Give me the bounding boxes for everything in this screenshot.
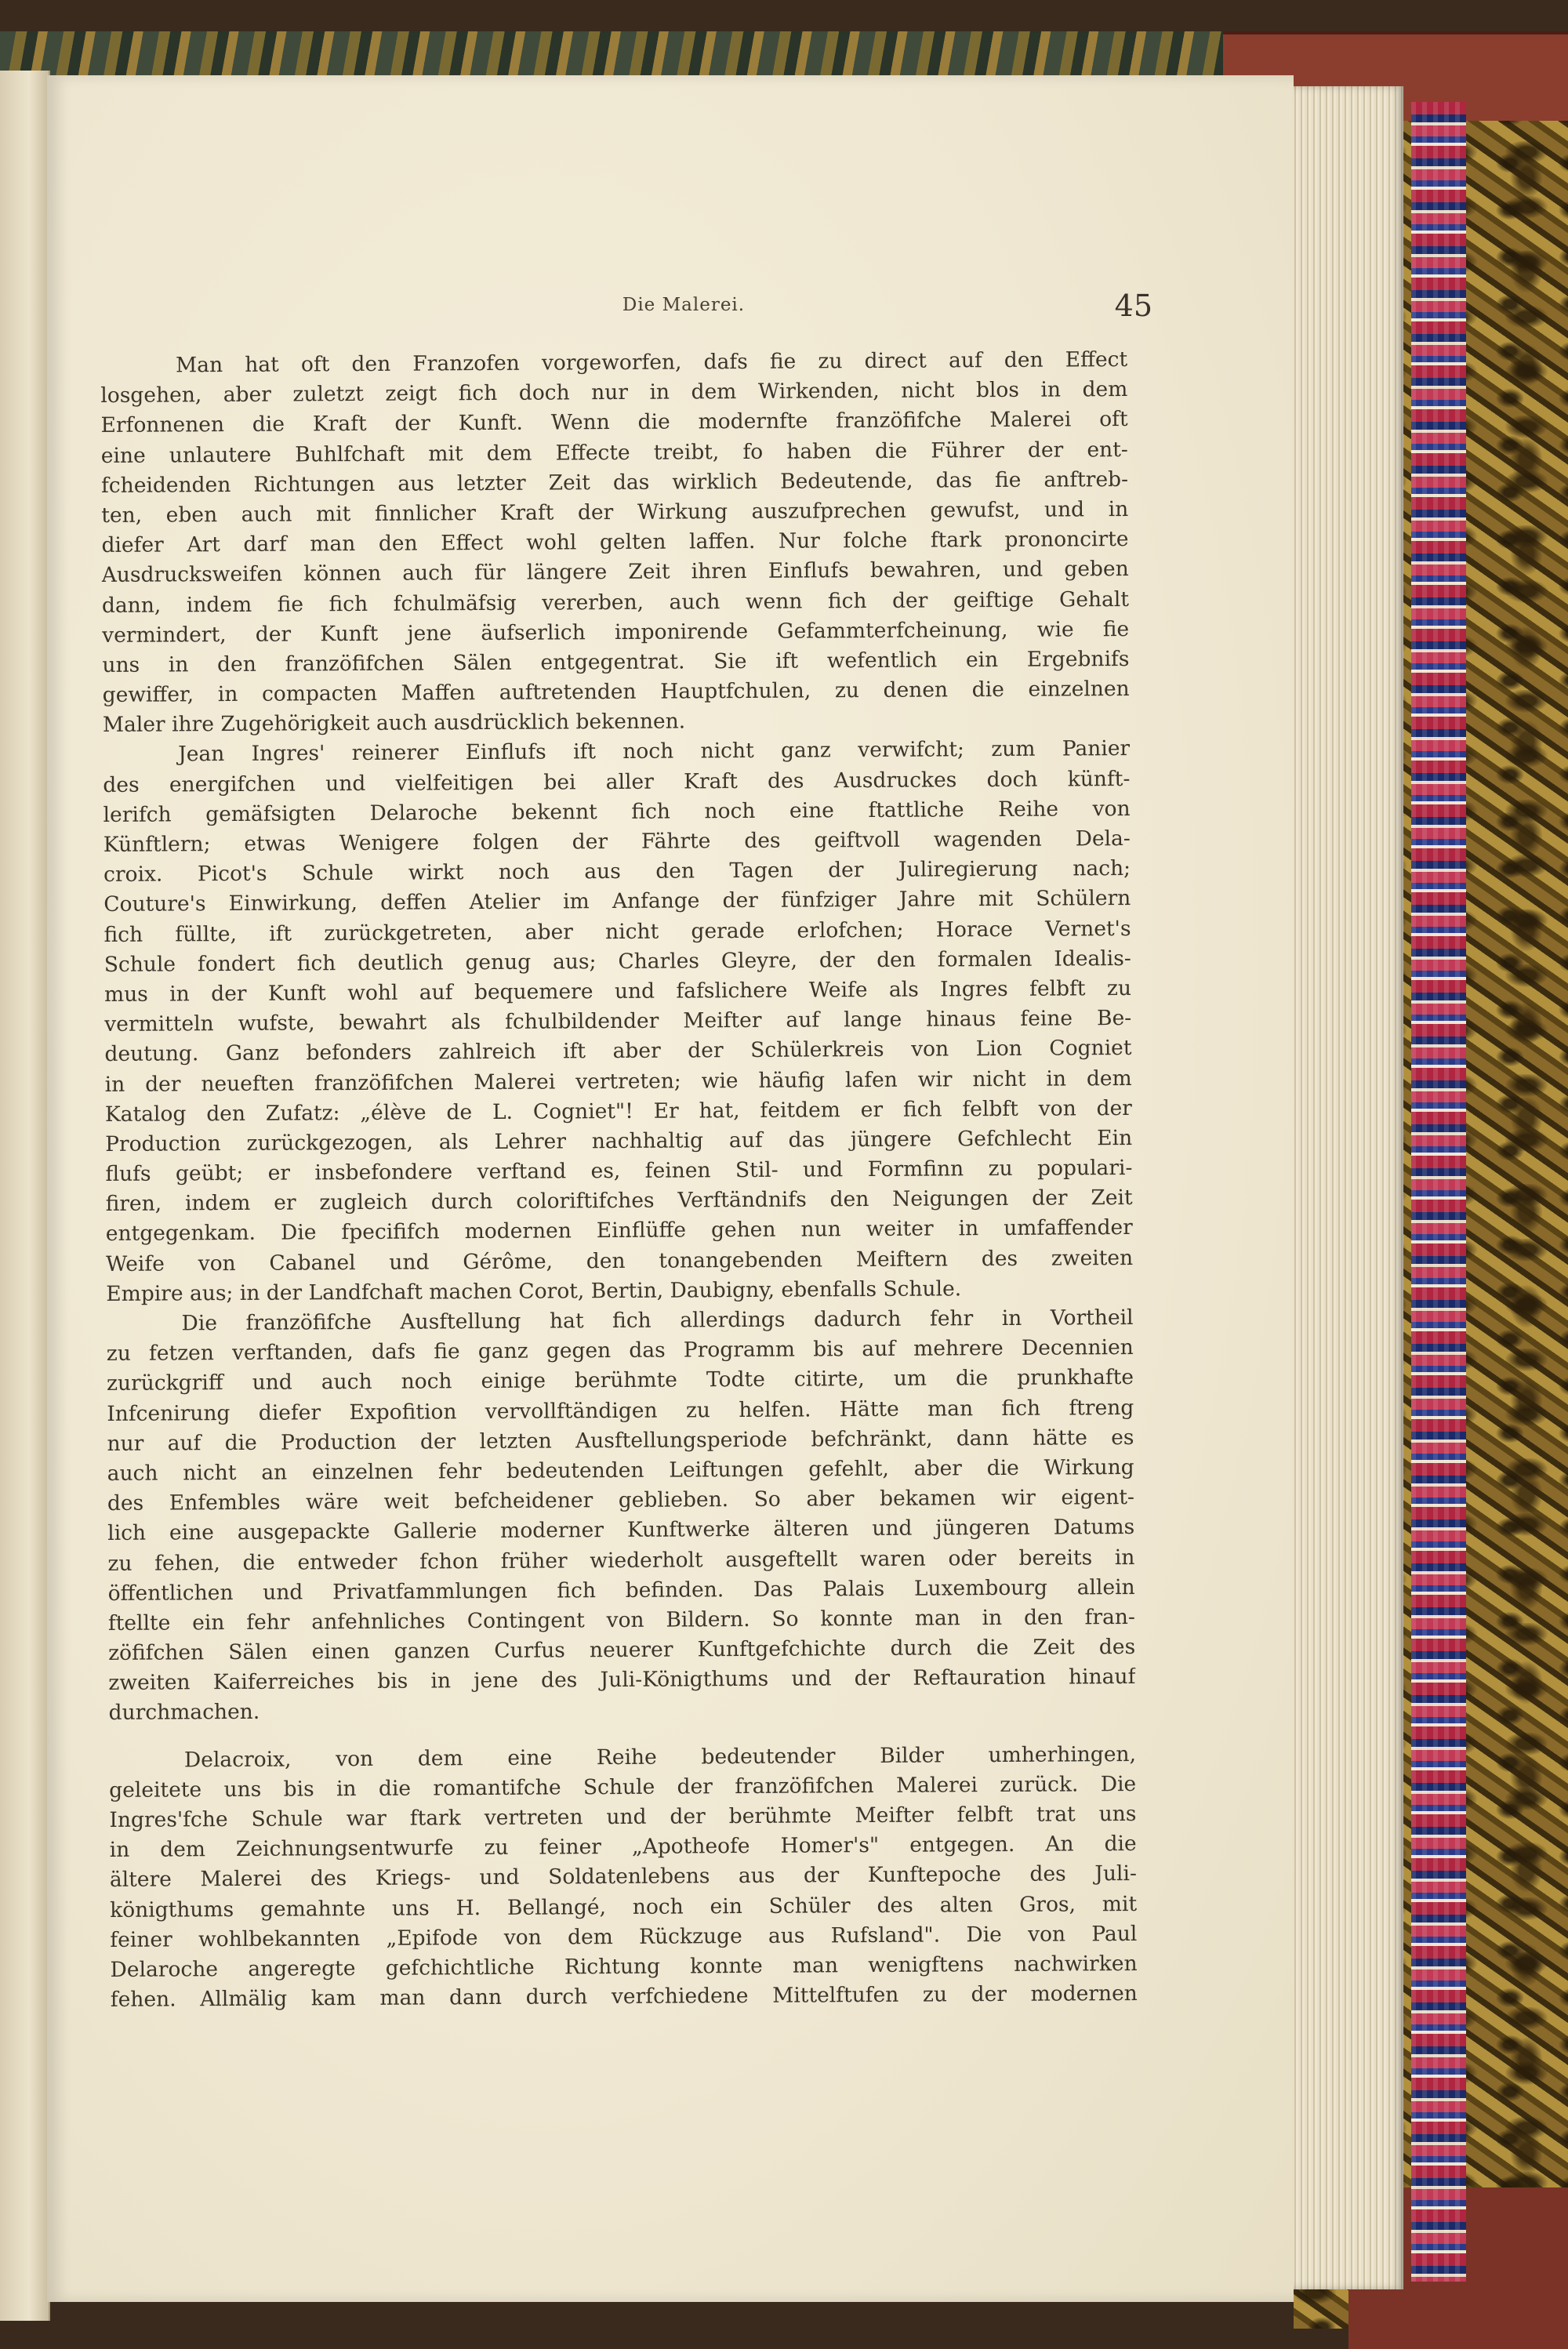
text-line: öffentlichen und Privatfammlungen fich befinden. Das Palais Luxembourg allein <box>107 1574 1135 1606</box>
text-line: Delaroche angeregte gefchichtliche Richtung konnte man wenigftens nachwirken <box>110 1951 1138 1982</box>
text-line: deutung. Ganz befonders zahlreich ift aber der Schülerkreis von Lion Cogniet <box>104 1036 1132 1067</box>
text-line: ftellte ein fehr anfehnliches Contingent von Bildern. So konnte man in den fran- <box>107 1604 1135 1636</box>
text-line: Schule fondert fich deutlich genug aus; Charles Gleyre, der den formalen Idealis- <box>103 946 1131 977</box>
text-line: croix. Picot's Schule wirkt noch aus den Tagen der Juliregierung nach; <box>103 856 1131 888</box>
text-line: eine unlautere Buhlfchaft mit dem Effecte treibt, fo haben die Führer der ent- <box>100 437 1128 468</box>
text-line: zurückgriff und auch noch einige berühmte Todte citirte, um die prunkhafte <box>106 1365 1134 1396</box>
text-line: Weife von Cabanel und Gérôme, den tonangebenden Meiftern des zweiten <box>106 1245 1134 1276</box>
text-line: fich füllte, ift zurückgetreten, aber nicht gerade erlofchen; Horace Vernet's <box>103 916 1131 947</box>
text-line: nur auf die Production der letzten Ausftellungsperiode befchränkt, dann hätte es <box>107 1425 1134 1456</box>
book-cover-top-strip <box>0 31 1333 78</box>
text-line: Couture's Einwirkung, deffen Atelier im Anfange der fünfziger Jahre mit Schülern <box>103 886 1131 917</box>
text-line: fehen. Allmälig kam man dann durch verfchiedene Mittelftufen zu der modernen <box>110 1981 1138 2013</box>
book-page <box>47 75 1294 2302</box>
text-line: Production zurückgezogen, als Lehrer nachhaltig auf das jüngere Gefchlecht Ein <box>105 1125 1133 1156</box>
text-line: zu fetzen verftanden, dafs fie ganz gegen das Programm bis auf mehrere Decennien <box>106 1335 1134 1367</box>
text-line: dann, indem fie fich fchulmäfsig vererben, auch wenn fich der geiftige Gehalt <box>101 586 1130 618</box>
text-line: zweiten Kaiferreiches bis in jene des Juli-Königthums und der Reftauration hinauf <box>108 1665 1136 1696</box>
body-text <box>100 345 1138 2015</box>
text-line: Künftlern; etwas Wenigere folgen der Fährte des geiftvoll wagenden Dela- <box>103 826 1131 857</box>
page-edges <box>1286 86 1403 2289</box>
text-line: Delacroix, von dem eine Reihe bedeutender Bilder umherhingen, <box>183 1741 1137 1773</box>
text-line: flufs geübt; er insbefondere verftand es, feinen Stil- und Formfinn zu populari- <box>105 1156 1133 1187</box>
text-line: lich eine ausgepackte Gallerie moderner Kunftwerke älteren und jüngeren Datums <box>107 1515 1135 1546</box>
text-line: des Enfembles wäre weit befcheidener geblieben. So aber bekamen wir eigent- <box>107 1485 1135 1516</box>
text-line: Infcenirung diefer Expofition vervollftändigen zu helfen. Hätte man fich ftreng <box>107 1395 1134 1426</box>
text-line: fcheidenden Richtungen aus letzter Zeit das wirklich Bedeutende, das fie anftreb- <box>100 467 1129 498</box>
text-line: zu fehen, die entweder fchon früher wiederholt ausgeftellt waren oder bereits in <box>107 1545 1135 1576</box>
text-line: Empire aus; in der Landfchaft machen Corot, Bertin, Daubigny, ebenfalls Schule. <box>106 1276 962 1306</box>
text-line: Erfonnenen die Kraft der Kunft. Wenn die modernfte franzöfifche Malerei oft <box>100 407 1128 438</box>
text-line: vermitteln wufste, bewahrt als fchulbildender Meifter auf lange hinaus feine Be- <box>104 1006 1132 1037</box>
text-line: auch nicht an einzelnen fehr bedeutenden Leiftungen gefehlt, aber die Wirkung <box>107 1454 1134 1486</box>
text-line: Katalog den Zufatz: „élève de L. Cogniet"! Er hat, feitdem er fich felbft von der <box>104 1095 1133 1127</box>
text-line: losgehen, aber zuletzt zeigt fich doch nur in dem Wirkenden, nicht blos in dem <box>100 377 1128 408</box>
running-head: Die Malerei. <box>622 295 746 315</box>
text-line: Ingres'fche Schule war ftark vertreten und der berühmte Meifter felbft trat uns <box>109 1801 1137 1832</box>
text-line: lerifch gemäfsigten Delaroche bekennt fich noch eine ftattliche Reihe von <box>103 796 1131 827</box>
text-line: geleitete uns bis in die romantifche Schule der franzöfifchen Malerei zurück. Die <box>109 1771 1137 1803</box>
text-line: feiner wohlbekannten „Epifode von dem Rückzuge aus Rufsland". Die von Paul <box>110 1921 1138 1952</box>
text-line: Ausdrucksweifen können auch für längere Zeit ihren Einflufs bewahren, und geben <box>101 557 1129 588</box>
text-line: vermindert, der Kunft jene äufserlich imponirende Gefammterfcheinung, wie fie <box>102 616 1130 648</box>
text-line: Die franzöfifche Ausftellung hat fich allerdings dadurch fehr in Vortheil <box>181 1305 1134 1336</box>
text-line: diefer Art darf man den Effect wohl gelten laffen. Nur folche ftark prononcirte <box>101 527 1129 558</box>
text-line: gewiffer, in compacten Maffen auftretenden Hauptfchulen, zu denen die einzelnen <box>102 677 1130 708</box>
text-line: in der neueften franzöfifchen Malerei vertreten; wie häufig lafen wir nicht in dem <box>104 1066 1132 1097</box>
text-line: entgegenkam. Die fpecififch modernen Einflüffe gehen nun weiter in umfaffender <box>105 1215 1133 1247</box>
text-line: Jean Ingres' reinerer Einflufs ift noch nicht ganz verwifcht; zum Panier <box>178 736 1131 767</box>
page-number: 45 <box>1114 289 1152 323</box>
marbled-endpaper <box>1411 102 1466 2282</box>
text-line: ten, eben auch mit finnlicher Kraft der Wirkung auszufprechen gewufst, und in <box>101 496 1129 528</box>
text-line: Maler ihre Zugehörigkeit auch ausdrücklich bekennen. <box>102 709 686 738</box>
text-line: Man hat oft den Franzofen vorgeworfen, dafs fie zu direct auf den Effect <box>176 347 1128 378</box>
text-line: mus in der Kunft wohl auf bequemere und fafslichere Weife als Ingres felbft zu <box>103 975 1132 1007</box>
text-line: in dem Zeichnungsentwurfe zu feiner „Apotheofe Homer's" entgegen. An die <box>109 1832 1137 1863</box>
text-line: durchmachen. <box>108 1700 260 1726</box>
text-line: königthums gemahnte uns H. Bellangé, noch ein Schüler des alten Gros, mit <box>110 1891 1138 1922</box>
text-line: des energifchen und vielfeitigen bei aller Kraft des Ausdruckes doch künft- <box>103 766 1131 797</box>
text-line: uns in den franzöfifchen Sälen entgegentrat. Sie ift wefentlich ein Ergebnifs <box>102 646 1130 677</box>
text-line: firen, indem er zugleich durch coloriftifches Verftändnifs den Neigungen der Zeit <box>105 1185 1133 1217</box>
text-line: ältere Malerei des Kriegs- und Soldatenlebens aus der Kunftepoche des Juli- <box>109 1861 1137 1893</box>
facing-page-edge <box>0 71 50 2321</box>
text-line: zöfifchen Sälen einen ganzen Curfus neuerer Kunftgefchichte durch die Zeit des <box>108 1635 1136 1666</box>
